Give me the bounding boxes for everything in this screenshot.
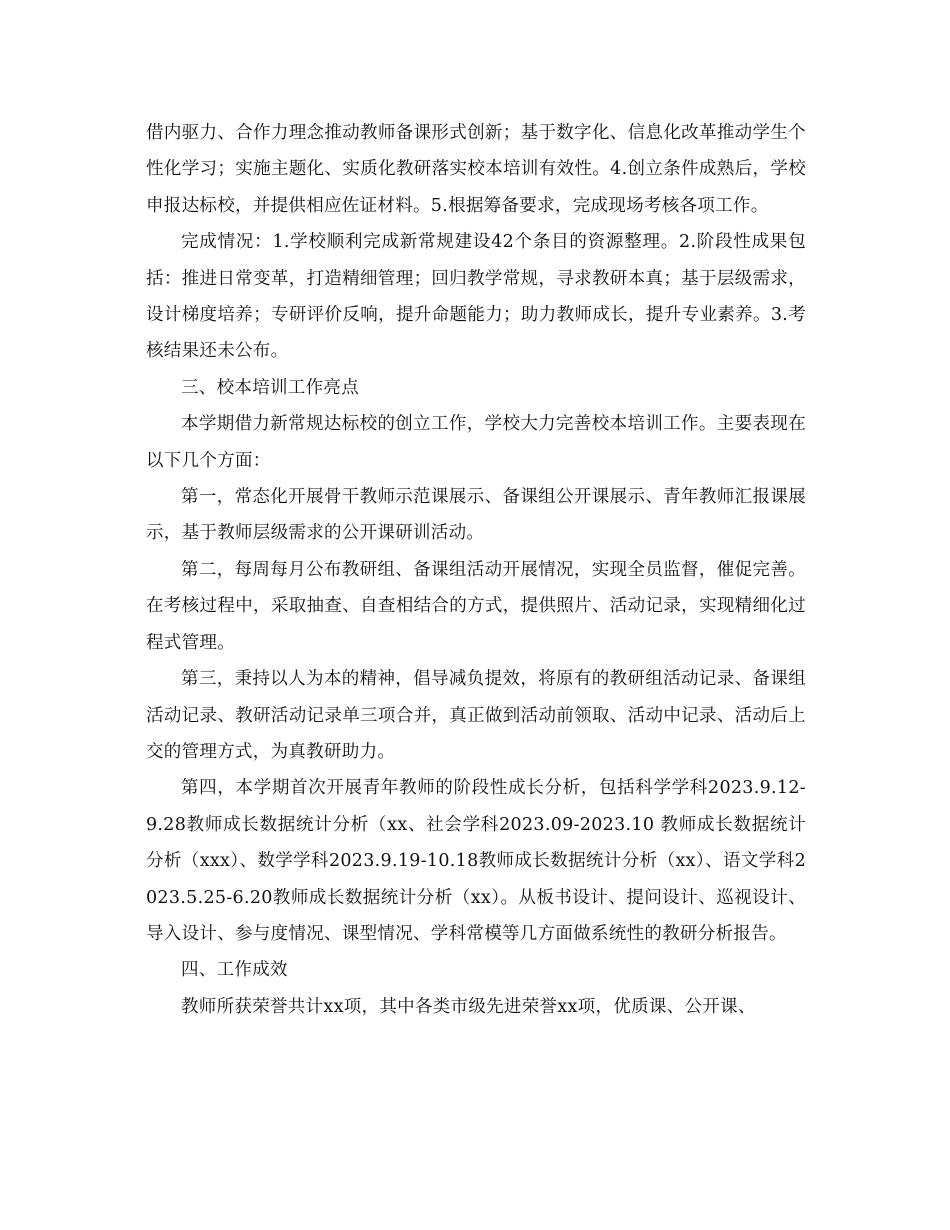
paragraph-second: 第二，每周每月公布教研组、备课组活动开展情况，实现全员监督，催促完善。在考核过程中，采取抽查、自查相结合的方式，提供照片、活动记录，实现精细化过程式管理。: [146, 559, 806, 653]
paragraph-intro-highlights: 本学期借力新常规达标校的创立工作，学校大力完善校本培训工作。主要表现在以下几个方面：: [146, 414, 806, 471]
paragraph-honors: 教师所获荣誉共计xx项，其中各类市级先进荣誉xx项，优质课、公开课、: [181, 996, 756, 1017]
paragraph-continued: 借内驱力、合作力理念推动教师备课形式创新；基于数字化、信息化改革推动学生个性化学习；实施主题化、实质化教研落实校本培训有效性。4.创立条件成熟后，学校申报达标校，并提供相应佐证材料。5.根据筹备要求，完成现场考核各项工作。: [146, 123, 806, 216]
paragraph-fourth: 第四，本学期首次开展青年教师的阶段性成长分析，包括科学学科2023.9.12-9.28教师成长数据统计分析（xx、社会学科2023.09-2023.10 教师成长数据统计分析（xxx）、数学学科2023.9.19-10.18教师成长数据统计分析（xx）、语文学科2023.5.25-6.20教师成长数据统计分析（xx）。从板书设计、提问设计、巡视设计、导入设计、参与度情况、课型情况、学科常模等几方面做系统性的教研分析报告。: [146, 778, 806, 944]
paragraph-first: 第一，常态化开展骨干教师示范课展示、备课组公开课展示、青年教师汇报课展示，基于教师层级需求的公开课研训活动。: [146, 487, 806, 544]
paragraph-completion-status: 完成情况：1.学校顺利完成新常规建设42个条目的资源整理。2.阶段性成果包括：推进日常变革，打造精细管理；回归教学常规，寻求教研本真；基于层级需求，设计梯度培养；专研评价反响，提升命题能力；助力教师成长，提升专业素养。3.考核结果还未公布。: [146, 232, 806, 362]
section-heading-highlights: 三、校本培训工作亮点: [181, 377, 359, 398]
paragraph-third: 第三，秉持以人为本的精神，倡导减负提效，将原有的教研组活动记录、备课组活动记录、教研活动记录单三项合并，真正做到活动前领取、活动中记录、活动后上交的管理方式，为真教研助力。: [146, 669, 806, 762]
section-heading-results: 四、工作成效: [181, 960, 288, 981]
document-body: [146, 115, 806, 1025]
